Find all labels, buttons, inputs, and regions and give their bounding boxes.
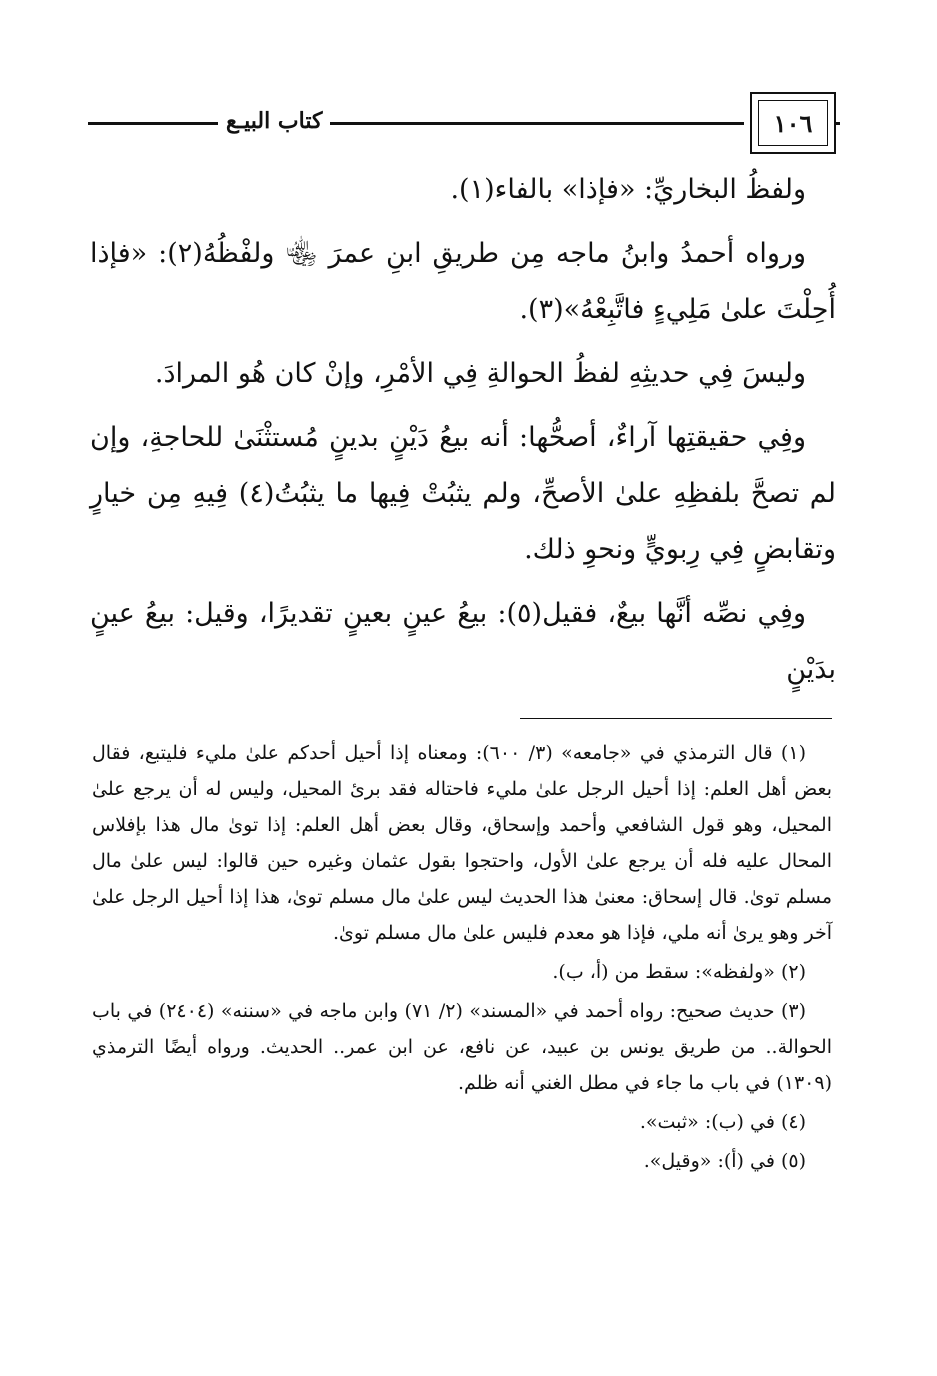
book-title: كتاب البيـع bbox=[218, 108, 330, 134]
footnotes bbox=[92, 735, 832, 1182]
footnote-3: (٣) حديث صحيح: رواه أحمد في «المسند» (٢/ ٧١) وابن ماجه في «سننه» (٢٤٠٤) في باب الحوالة.. من طريق يونس بن عبيد، عن نافع، عن ابن عمر.. الحديث. ورواه أيضًا الترمذي (١٣٠٩) في باب ما جاء في مطل الغني أنه ظلم. bbox=[92, 1000, 832, 1094]
footnote-2: (٢) «ولفظه»: سقط من (أ، ب). bbox=[552, 961, 806, 983]
main-text bbox=[90, 162, 836, 706]
page-number-frame bbox=[750, 92, 836, 154]
paragraph-4: وفِي حقيقتِها آراءٌ، أصحُّها: أنه بيعُ دَيْنٍ بدينٍ مُستثْنَىٰ للحاجةِ، وإن لم تصحَّ بلفظِهِ علىٰ الأصحِّ، ولم يثبُتْ فِيها ما يثبُتُ(٤) فِيهِ مِن خيارٍ وتقابضٍ فِي رِبويٍّ ونحوِ ذلك. bbox=[90, 422, 836, 565]
paragraph-3: وليسَ فِي حديثِهِ لفظُ الحوالةِ فِي الأمْرِ، وإنْ كان هُو المرادَ. bbox=[154, 358, 806, 389]
header-rule bbox=[88, 122, 744, 125]
page-header bbox=[88, 92, 836, 158]
footnote-4: (٤) في (ب): «ثبت». bbox=[639, 1111, 806, 1133]
paragraph-2: ورواه أحمدُ وابنُ ماجه مِن طريقِ ابنِ عمرَ ﵄ ولفْظُهُ(٢): «فإذا أُحِلْتَ علىٰ مَلِيءٍ فاتَّبِعْهُ»(٣). bbox=[90, 238, 836, 325]
page-number: ١٠٦ bbox=[758, 100, 828, 146]
paragraph-5: وفِي نصِّه أنَّها بيعٌ، فقيل(٥): بيعُ عينٍ بعينٍ تقديرًا، وقيل: بيعُ عينٍ بدَيْنٍ bbox=[90, 598, 836, 685]
footnote-5: (٥) في (أ): «وقيل». bbox=[643, 1150, 806, 1172]
footnote-divider bbox=[520, 718, 832, 719]
footnote-1: (١) قال الترمذي في «جامعه» (٣/ ٦٠٠): ومعناه إذا أحيل أحدكم علىٰ مليء فليتبع، فقال بعض أهل العلم: إذا أحيل الرجل علىٰ مليء فاحتاله فقد برئ المحيل، وليس له أن يرجع علىٰ المحيل، وهو قول الشافعي وأحمد وإسحاق، وقال بعض أهل العلم: إذا توىٰ مال هذا بإفلاس المحال عليه فله أن يرجع علىٰ الأول، واحتجوا بقول عثمان وغيره حين قالوا: ليس علىٰ مال مسلم توىٰ. قال إسحاق: معنىٰ هذا الحديث ليس علىٰ مال مسلم توىٰ، هذا إذا أحيل الرجل علىٰ آخر وهو يرىٰ أنه ملي، فإذا هو معدم فليس علىٰ مال مسلم توىٰ. bbox=[92, 742, 832, 944]
paragraph-1: ولفظُ البخاريِّ: «فإذا» بالفاء(١). bbox=[450, 174, 806, 205]
